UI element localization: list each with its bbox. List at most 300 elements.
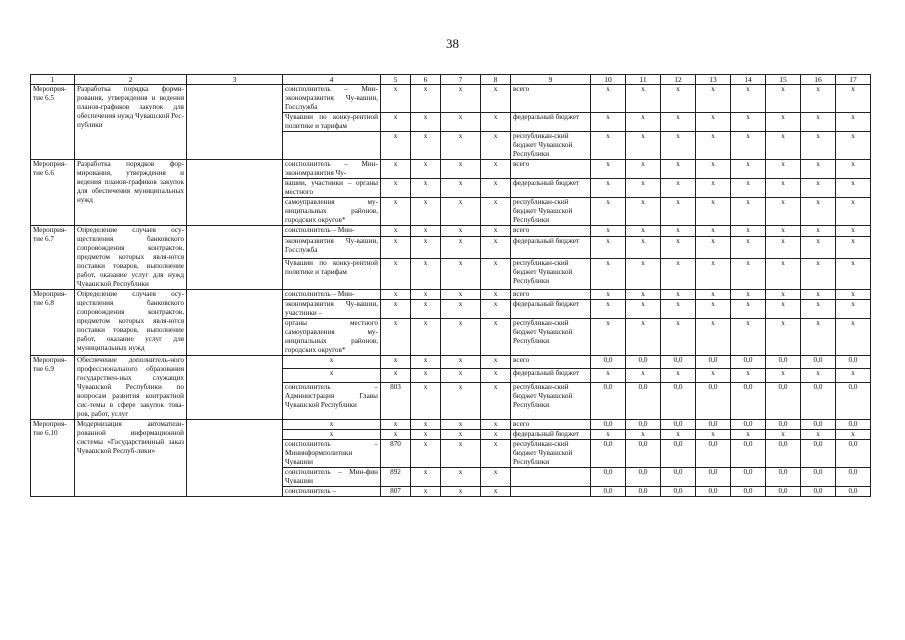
- table-row: [31, 85, 871, 113]
- value-cell: x: [626, 160, 661, 179]
- value-cell: 0,0: [591, 487, 626, 497]
- value-cell: x: [591, 319, 626, 356]
- value-cell: 0,0: [801, 420, 836, 430]
- code-cell: x: [381, 179, 411, 198]
- value-cell: 0,0: [696, 468, 731, 487]
- code-cell: x: [381, 300, 411, 319]
- funding-source: федеральный бюджет: [511, 300, 591, 319]
- value-cell: 0,0: [696, 382, 731, 419]
- value-cell: x: [731, 258, 766, 289]
- code-cell: x: [411, 290, 441, 300]
- value-cell: x: [801, 300, 836, 319]
- event-number: Мероприя-тие 6.9: [31, 356, 75, 420]
- value-cell: 0,0: [591, 468, 626, 487]
- value-cell: 0,0: [626, 468, 661, 487]
- code-cell: x: [411, 420, 441, 430]
- code-cell: x: [441, 382, 481, 419]
- value-cell: x: [766, 85, 801, 113]
- code-cell: x: [381, 356, 411, 369]
- value-cell: 0,0: [661, 487, 696, 497]
- code-cell: x: [441, 369, 481, 382]
- value-cell: x: [766, 430, 801, 440]
- executor-cell: x: [283, 356, 381, 369]
- funding-source: республикан-ский бюджет Чувашской Республики: [511, 198, 591, 226]
- code-cell: x: [481, 237, 511, 258]
- code-cell: x: [441, 468, 481, 487]
- empty-cell: [187, 420, 283, 497]
- executor-cell: органы местного самоуправления му-ниципальных районов, городских округов*: [283, 319, 381, 356]
- value-cell: x: [836, 300, 871, 319]
- executor-cell: соисполнитель –: [283, 487, 381, 497]
- code-cell: x: [441, 85, 481, 113]
- program-table: [30, 74, 871, 497]
- executor-cell: соисполнитель – Администрация Главы Чувашской Республики: [283, 382, 381, 419]
- code-cell: x: [381, 85, 411, 113]
- code-cell: x: [481, 160, 511, 179]
- value-cell: x: [696, 226, 731, 237]
- value-cell: 0,0: [801, 487, 836, 497]
- value-cell: x: [836, 226, 871, 237]
- value-cell: 0,0: [696, 356, 731, 369]
- value-cell: x: [731, 430, 766, 440]
- code-cell: x: [481, 198, 511, 226]
- funding-source: республикан-ский бюджет Чувашской Республики: [511, 319, 591, 356]
- value-cell: x: [591, 258, 626, 289]
- event-description: Определение случаев осу-ществления банковского сопровождения контрактов, предметом которых явля-ются поставки товаров, выполнение работ, оказание услуг для муниципальных нужд: [75, 290, 187, 356]
- column-header: 9: [511, 75, 591, 85]
- code-cell: x: [481, 356, 511, 369]
- value-cell: 0,0: [626, 420, 661, 430]
- value-cell: x: [591, 290, 626, 300]
- value-cell: 0,0: [766, 468, 801, 487]
- funding-source: федеральный бюджет: [511, 430, 591, 440]
- funding-source: всего: [511, 356, 591, 369]
- value-cell: x: [696, 160, 731, 179]
- column-header: 14: [731, 75, 766, 85]
- code-cell: x: [381, 226, 411, 237]
- code-cell: x: [381, 113, 411, 132]
- code-cell: x: [441, 113, 481, 132]
- executor-cell: Чувашии по конку-рентной политике и тарифам: [283, 258, 381, 289]
- value-cell: x: [766, 369, 801, 382]
- value-cell: x: [836, 132, 871, 160]
- value-cell: x: [836, 179, 871, 198]
- value-cell: x: [591, 179, 626, 198]
- value-cell: x: [731, 237, 766, 258]
- value-cell: x: [591, 113, 626, 132]
- executor-cell: соисполнитель – Мин-фин Чувашии: [283, 468, 381, 487]
- value-cell: x: [696, 179, 731, 198]
- code-cell: x: [441, 258, 481, 289]
- value-cell: x: [801, 290, 836, 300]
- column-header: 2: [75, 75, 187, 85]
- value-cell: x: [661, 85, 696, 113]
- event-description: Разработка порядка форми-рования, утверждения и ведения планов-графиков закупок для обеспечения нужд Чувашской Рес-публики: [75, 85, 187, 160]
- funding-source: федеральный бюджет: [511, 179, 591, 198]
- column-header: 11: [626, 75, 661, 85]
- code-cell: x: [411, 132, 441, 160]
- executor-cell: экономразвития Чу-вашии, Госслужба: [283, 237, 381, 258]
- value-cell: x: [696, 369, 731, 382]
- code-cell: x: [441, 237, 481, 258]
- value-cell: x: [836, 237, 871, 258]
- funding-source: всего: [511, 85, 591, 113]
- funding-source: всего: [511, 420, 591, 430]
- value-cell: 0,0: [836, 420, 871, 430]
- code-cell: x: [481, 113, 511, 132]
- code-cell: x: [481, 85, 511, 113]
- value-cell: x: [591, 369, 626, 382]
- value-cell: x: [626, 319, 661, 356]
- value-cell: x: [661, 160, 696, 179]
- value-cell: x: [591, 85, 626, 113]
- code-cell: x: [381, 237, 411, 258]
- value-cell: x: [626, 113, 661, 132]
- event-number: Мероприя-тие 6.6: [31, 160, 75, 226]
- value-cell: x: [696, 198, 731, 226]
- funding-source: всего: [511, 226, 591, 237]
- value-cell: 0,0: [836, 440, 871, 468]
- column-header: 6: [411, 75, 441, 85]
- table-row: [31, 226, 871, 237]
- value-cell: x: [801, 160, 836, 179]
- value-cell: x: [661, 300, 696, 319]
- value-cell: x: [731, 226, 766, 237]
- value-cell: x: [801, 132, 836, 160]
- value-cell: x: [801, 258, 836, 289]
- value-cell: x: [766, 319, 801, 356]
- code-cell: x: [411, 468, 441, 487]
- value-cell: x: [591, 430, 626, 440]
- empty-cell: [187, 226, 283, 290]
- value-cell: x: [836, 369, 871, 382]
- funding-source: республикан-ский бюджет Чувашской Республики: [511, 258, 591, 289]
- executor-cell: [283, 132, 381, 160]
- code-cell: x: [481, 369, 511, 382]
- value-cell: x: [661, 258, 696, 289]
- value-cell: x: [696, 258, 731, 289]
- value-cell: x: [661, 179, 696, 198]
- page-number: 38: [446, 36, 459, 51]
- funding-source: федеральный бюджет: [511, 369, 591, 382]
- value-cell: x: [626, 300, 661, 319]
- code-cell: x: [411, 226, 441, 237]
- code-cell: x: [481, 132, 511, 160]
- event-number: Мероприя-тие 6.10: [31, 420, 75, 497]
- value-cell: x: [626, 237, 661, 258]
- code-cell: x: [441, 198, 481, 226]
- executor-cell: вашии, участники – органы местного: [283, 179, 381, 198]
- value-cell: 0,0: [731, 356, 766, 369]
- value-cell: x: [626, 430, 661, 440]
- code-cell: x: [481, 300, 511, 319]
- value-cell: x: [626, 179, 661, 198]
- value-cell: x: [801, 198, 836, 226]
- value-cell: x: [696, 85, 731, 113]
- code-cell: x: [411, 487, 441, 497]
- code-cell: x: [411, 382, 441, 419]
- value-cell: 0,0: [696, 440, 731, 468]
- value-cell: x: [801, 179, 836, 198]
- value-cell: x: [731, 179, 766, 198]
- code-cell: x: [481, 420, 511, 430]
- event-number: Мероприя-тие 6.7: [31, 226, 75, 290]
- code-cell: x: [441, 290, 481, 300]
- empty-cell: [187, 290, 283, 356]
- value-cell: x: [661, 290, 696, 300]
- table-row: [31, 160, 871, 179]
- value-cell: 0,0: [661, 382, 696, 419]
- code-cell: x: [481, 290, 511, 300]
- code-cell: x: [481, 226, 511, 237]
- header-row: [31, 75, 871, 85]
- value-cell: x: [731, 369, 766, 382]
- value-cell: x: [731, 319, 766, 356]
- code-cell: 807: [381, 487, 411, 497]
- funding-source: [511, 487, 591, 497]
- executor-cell: соисполнитель – Мин-: [283, 226, 381, 237]
- value-cell: x: [801, 369, 836, 382]
- value-cell: 0,0: [661, 356, 696, 369]
- code-cell: 870: [381, 440, 411, 468]
- column-header: 12: [661, 75, 696, 85]
- value-cell: x: [766, 198, 801, 226]
- value-cell: x: [696, 132, 731, 160]
- value-cell: 0,0: [731, 487, 766, 497]
- value-cell: x: [801, 85, 836, 113]
- event-number: Мероприя-тие 6.8: [31, 290, 75, 356]
- code-cell: x: [441, 356, 481, 369]
- code-cell: x: [441, 300, 481, 319]
- value-cell: x: [626, 132, 661, 160]
- event-description: Определение случаев осу-ществления банковского сопровождения контрактов, предметом которых явля-ются поставки товаров, выполнение работ, оказание услуг для нужд Чувашской Республики: [75, 226, 187, 290]
- value-cell: 0,0: [801, 356, 836, 369]
- value-cell: x: [836, 113, 871, 132]
- value-cell: x: [766, 226, 801, 237]
- value-cell: x: [591, 160, 626, 179]
- value-cell: 0,0: [766, 420, 801, 430]
- value-cell: x: [766, 132, 801, 160]
- value-cell: x: [626, 369, 661, 382]
- code-cell: x: [481, 468, 511, 487]
- funding-source: всего: [511, 290, 591, 300]
- code-cell: x: [381, 420, 411, 430]
- code-cell: x: [411, 160, 441, 179]
- column-header: 15: [766, 75, 801, 85]
- value-cell: x: [836, 290, 871, 300]
- value-cell: x: [836, 319, 871, 356]
- value-cell: x: [731, 85, 766, 113]
- value-cell: x: [626, 290, 661, 300]
- value-cell: 0,0: [766, 382, 801, 419]
- value-cell: x: [591, 132, 626, 160]
- funding-source: республикан-ский бюджет Чувашской Республики: [511, 440, 591, 468]
- value-cell: x: [661, 319, 696, 356]
- value-cell: x: [661, 226, 696, 237]
- value-cell: x: [696, 319, 731, 356]
- funding-source: федеральный бюджет: [511, 237, 591, 258]
- value-cell: x: [766, 160, 801, 179]
- code-cell: x: [481, 258, 511, 289]
- value-cell: 0,0: [801, 468, 836, 487]
- value-cell: 0,0: [836, 356, 871, 369]
- value-cell: 0,0: [766, 487, 801, 497]
- value-cell: x: [766, 290, 801, 300]
- value-cell: x: [626, 85, 661, 113]
- value-cell: 0,0: [836, 487, 871, 497]
- code-cell: x: [411, 198, 441, 226]
- code-cell: x: [381, 132, 411, 160]
- code-cell: x: [381, 369, 411, 382]
- value-cell: 0,0: [731, 420, 766, 430]
- value-cell: x: [591, 237, 626, 258]
- value-cell: x: [801, 237, 836, 258]
- code-cell: x: [481, 440, 511, 468]
- executor-cell: соисполнитель – Мин-: [283, 290, 381, 300]
- column-header: 7: [441, 75, 481, 85]
- value-cell: x: [661, 369, 696, 382]
- value-cell: x: [696, 290, 731, 300]
- value-cell: x: [836, 430, 871, 440]
- value-cell: x: [661, 237, 696, 258]
- value-cell: x: [626, 258, 661, 289]
- value-cell: x: [801, 113, 836, 132]
- value-cell: x: [836, 85, 871, 113]
- code-cell: x: [411, 258, 441, 289]
- value-cell: x: [731, 198, 766, 226]
- value-cell: 0,0: [801, 440, 836, 468]
- code-cell: x: [411, 113, 441, 132]
- executor-cell: соисполнитель – Мин-экономразвития Чу-: [283, 160, 381, 179]
- column-header: 10: [591, 75, 626, 85]
- code-cell: x: [381, 430, 411, 440]
- value-cell: x: [696, 113, 731, 132]
- value-cell: x: [661, 132, 696, 160]
- value-cell: x: [591, 198, 626, 226]
- code-cell: x: [481, 430, 511, 440]
- value-cell: 0,0: [591, 382, 626, 419]
- code-cell: 892: [381, 468, 411, 487]
- code-cell: x: [381, 290, 411, 300]
- code-cell: x: [381, 319, 411, 356]
- code-cell: x: [411, 440, 441, 468]
- value-cell: x: [801, 430, 836, 440]
- value-cell: 0,0: [626, 440, 661, 468]
- value-cell: 0,0: [696, 487, 731, 497]
- value-cell: 0,0: [661, 420, 696, 430]
- column-header: 3: [187, 75, 283, 85]
- value-cell: x: [661, 198, 696, 226]
- code-cell: x: [411, 369, 441, 382]
- value-cell: x: [801, 319, 836, 356]
- value-cell: 0,0: [696, 420, 731, 430]
- code-cell: x: [381, 198, 411, 226]
- table-row: [31, 290, 871, 300]
- event-number: Мероприя-тие 6.5: [31, 85, 75, 160]
- funding-source: всего: [511, 160, 591, 179]
- value-cell: x: [836, 198, 871, 226]
- code-cell: x: [411, 430, 441, 440]
- code-cell: x: [411, 237, 441, 258]
- value-cell: 0,0: [626, 487, 661, 497]
- column-header: 13: [696, 75, 731, 85]
- value-cell: x: [731, 160, 766, 179]
- code-cell: x: [441, 160, 481, 179]
- table-row: [31, 356, 871, 369]
- funding-source: федеральный бюджет: [511, 113, 591, 132]
- value-cell: x: [591, 300, 626, 319]
- value-cell: 0,0: [836, 468, 871, 487]
- value-cell: 0,0: [661, 440, 696, 468]
- column-header: 5: [381, 75, 411, 85]
- value-cell: x: [591, 226, 626, 237]
- funding-source: республикан-ский бюджет Чувашской Республики: [511, 382, 591, 419]
- value-cell: 0,0: [731, 440, 766, 468]
- value-cell: 0,0: [766, 440, 801, 468]
- code-cell: x: [481, 319, 511, 356]
- code-cell: x: [411, 319, 441, 356]
- value-cell: 0,0: [836, 382, 871, 419]
- event-description: Обеспечение дополнитель-ного профессионального образования государствен-ных служащих Чувашской Республики по вопросам развития контрактной сис-темы в сфере закупок това-ров, работ, услуг: [75, 356, 187, 420]
- value-cell: x: [766, 237, 801, 258]
- value-cell: x: [696, 237, 731, 258]
- value-cell: x: [766, 258, 801, 289]
- code-cell: x: [481, 382, 511, 419]
- value-cell: x: [766, 300, 801, 319]
- value-cell: x: [801, 226, 836, 237]
- code-cell: x: [441, 487, 481, 497]
- value-cell: x: [836, 258, 871, 289]
- code-cell: 803: [381, 382, 411, 419]
- column-header: 17: [836, 75, 871, 85]
- code-cell: x: [441, 319, 481, 356]
- value-cell: x: [836, 160, 871, 179]
- value-cell: x: [731, 300, 766, 319]
- funding-source: [511, 468, 591, 487]
- code-cell: x: [441, 132, 481, 160]
- code-cell: x: [381, 160, 411, 179]
- code-cell: x: [481, 179, 511, 198]
- value-cell: 0,0: [591, 440, 626, 468]
- code-cell: x: [411, 179, 441, 198]
- value-cell: x: [731, 290, 766, 300]
- executor-cell: x: [283, 420, 381, 430]
- executor-cell: x: [283, 369, 381, 382]
- executor-cell: экономразвития Чу-вашии, участники –: [283, 300, 381, 319]
- value-cell: x: [626, 198, 661, 226]
- value-cell: x: [766, 179, 801, 198]
- event-description: Модернизация автоматизи-рованной информационной системы «Государственный заказ Чувашской Респуб-лики»: [75, 420, 187, 497]
- code-cell: x: [411, 300, 441, 319]
- value-cell: 0,0: [801, 382, 836, 419]
- code-cell: x: [481, 487, 511, 497]
- empty-cell: [187, 160, 283, 226]
- value-cell: x: [696, 300, 731, 319]
- value-cell: 0,0: [591, 356, 626, 369]
- code-cell: x: [441, 440, 481, 468]
- code-cell: x: [441, 179, 481, 198]
- executor-cell: соисполнитель – Мининформполитики Чувашии: [283, 440, 381, 468]
- code-cell: x: [411, 85, 441, 113]
- value-cell: x: [661, 430, 696, 440]
- executor-cell: Чувашии по конку-рентной политике и тарифам: [283, 113, 381, 132]
- column-header: 16: [801, 75, 836, 85]
- value-cell: x: [731, 113, 766, 132]
- table-row: [31, 420, 871, 430]
- column-header: 4: [283, 75, 381, 85]
- value-cell: 0,0: [661, 468, 696, 487]
- value-cell: x: [626, 226, 661, 237]
